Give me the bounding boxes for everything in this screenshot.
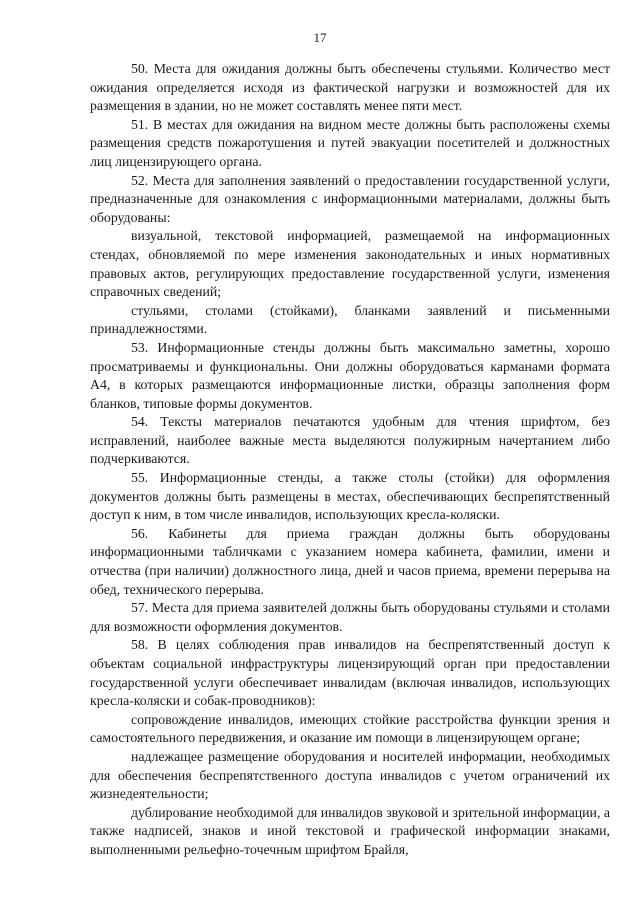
paragraph-57: 57. Места для приема заявителей должны быть оборудованы стульями и столами для возможности оформления документов. — [90, 600, 610, 634]
paragraph-58: 58. В целях соблюдения прав инвалидов на беспрепятственный доступ к объектам социальной инфраструктуры лицензирующий орган при предоставлении государственной услуги обеспечивает инвалидам (включая инвалидов, использующих кресла-коляски и собак-проводников): — [90, 637, 610, 709]
paragraph-58-item-1: сопровождение инвалидов, имеющих стойкие расстройства функции зрения и самостоятельного передвижения, и оказание им помощи в лицензирующем органе; — [90, 711, 610, 746]
paragraph-52: 52. Места для заполнения заявлений о предоставлении государственной услуги, предназначенные для ознакомления с информационными материалами, должны быть оборудованы: — [90, 172, 610, 225]
page-number: 17 — [313, 30, 327, 45]
paragraph-50: 50. Места для ожидания должны быть обеспечены стульями. Количество мест ожидания определяется исходя из фактической нагрузки и возможностей для их размещения в здании, но не может составлять менее пяти мест. — [90, 61, 610, 114]
paragraph-58-item-2: надлежащее размещение оборудования и носителей информации, необходимых для обеспечения беспрепятственного доступа инвалидов с учетом ограничений их жизнедеятельности; — [90, 748, 610, 802]
paragraph-55: 55. Информационные стенды, а также столы (стойки) для оформления документов должны быть размещены в местах, обеспечивающих беспрепятственный доступ к ним, в том числе инвалидов, использующих кресла-коляски. — [90, 470, 610, 523]
document-body — [90, 60, 610, 860]
paragraph-53: 53. Информационные стенды должны быть максимально заметны, хорошо просматриваемы и функциональны. Они должны оборудоваться карманами формата А4, в которых размещаются информационные листки, образцы заполнения форм бланков, типовые формы документов. — [90, 339, 610, 411]
paragraph-52-item-1: визуальной, текстовой информацией, размещаемой на информационных стендах, обновляемой по мере изменения законодательных и иных нормативных правовых актов, регулирующих предоставление государственной услуги, изменения справочных сведений; — [90, 228, 610, 300]
paragraph-54: 54. Тексты материалов печатаются удобным для чтения шрифтом, без исправлений, наиболее важные места выделяются полужирным начертанием либо подчеркиваются. — [90, 414, 610, 467]
paragraph-51: 51. В местах для ожидания на видном месте должны быть расположены схемы размещения средств пожаротушения и путей эвакуации посетителей и должностных лиц лицензирующего органа. — [90, 116, 610, 169]
paragraph-58-item-3: дублирование необходимой для инвалидов звуковой и зрительной информации, а также надписей, знаков и иной текстовой и графической информации знаками, выполненными рельефно-точечным шрифтом Брайля, — [90, 804, 610, 857]
paragraph-56: 56. Кабинеты для приема граждан должны быть оборудованы информационными табличками с указанием номера кабинета, фамилии, имени и отчества (при наличии) должностного лица, дней и часов приема, времени перерыва на обед, технического перерыва. — [90, 525, 610, 597]
paragraph-52-item-2: стульями, столами (стойками), бланками заявлений и письменными принадлежностями. — [90, 302, 610, 337]
